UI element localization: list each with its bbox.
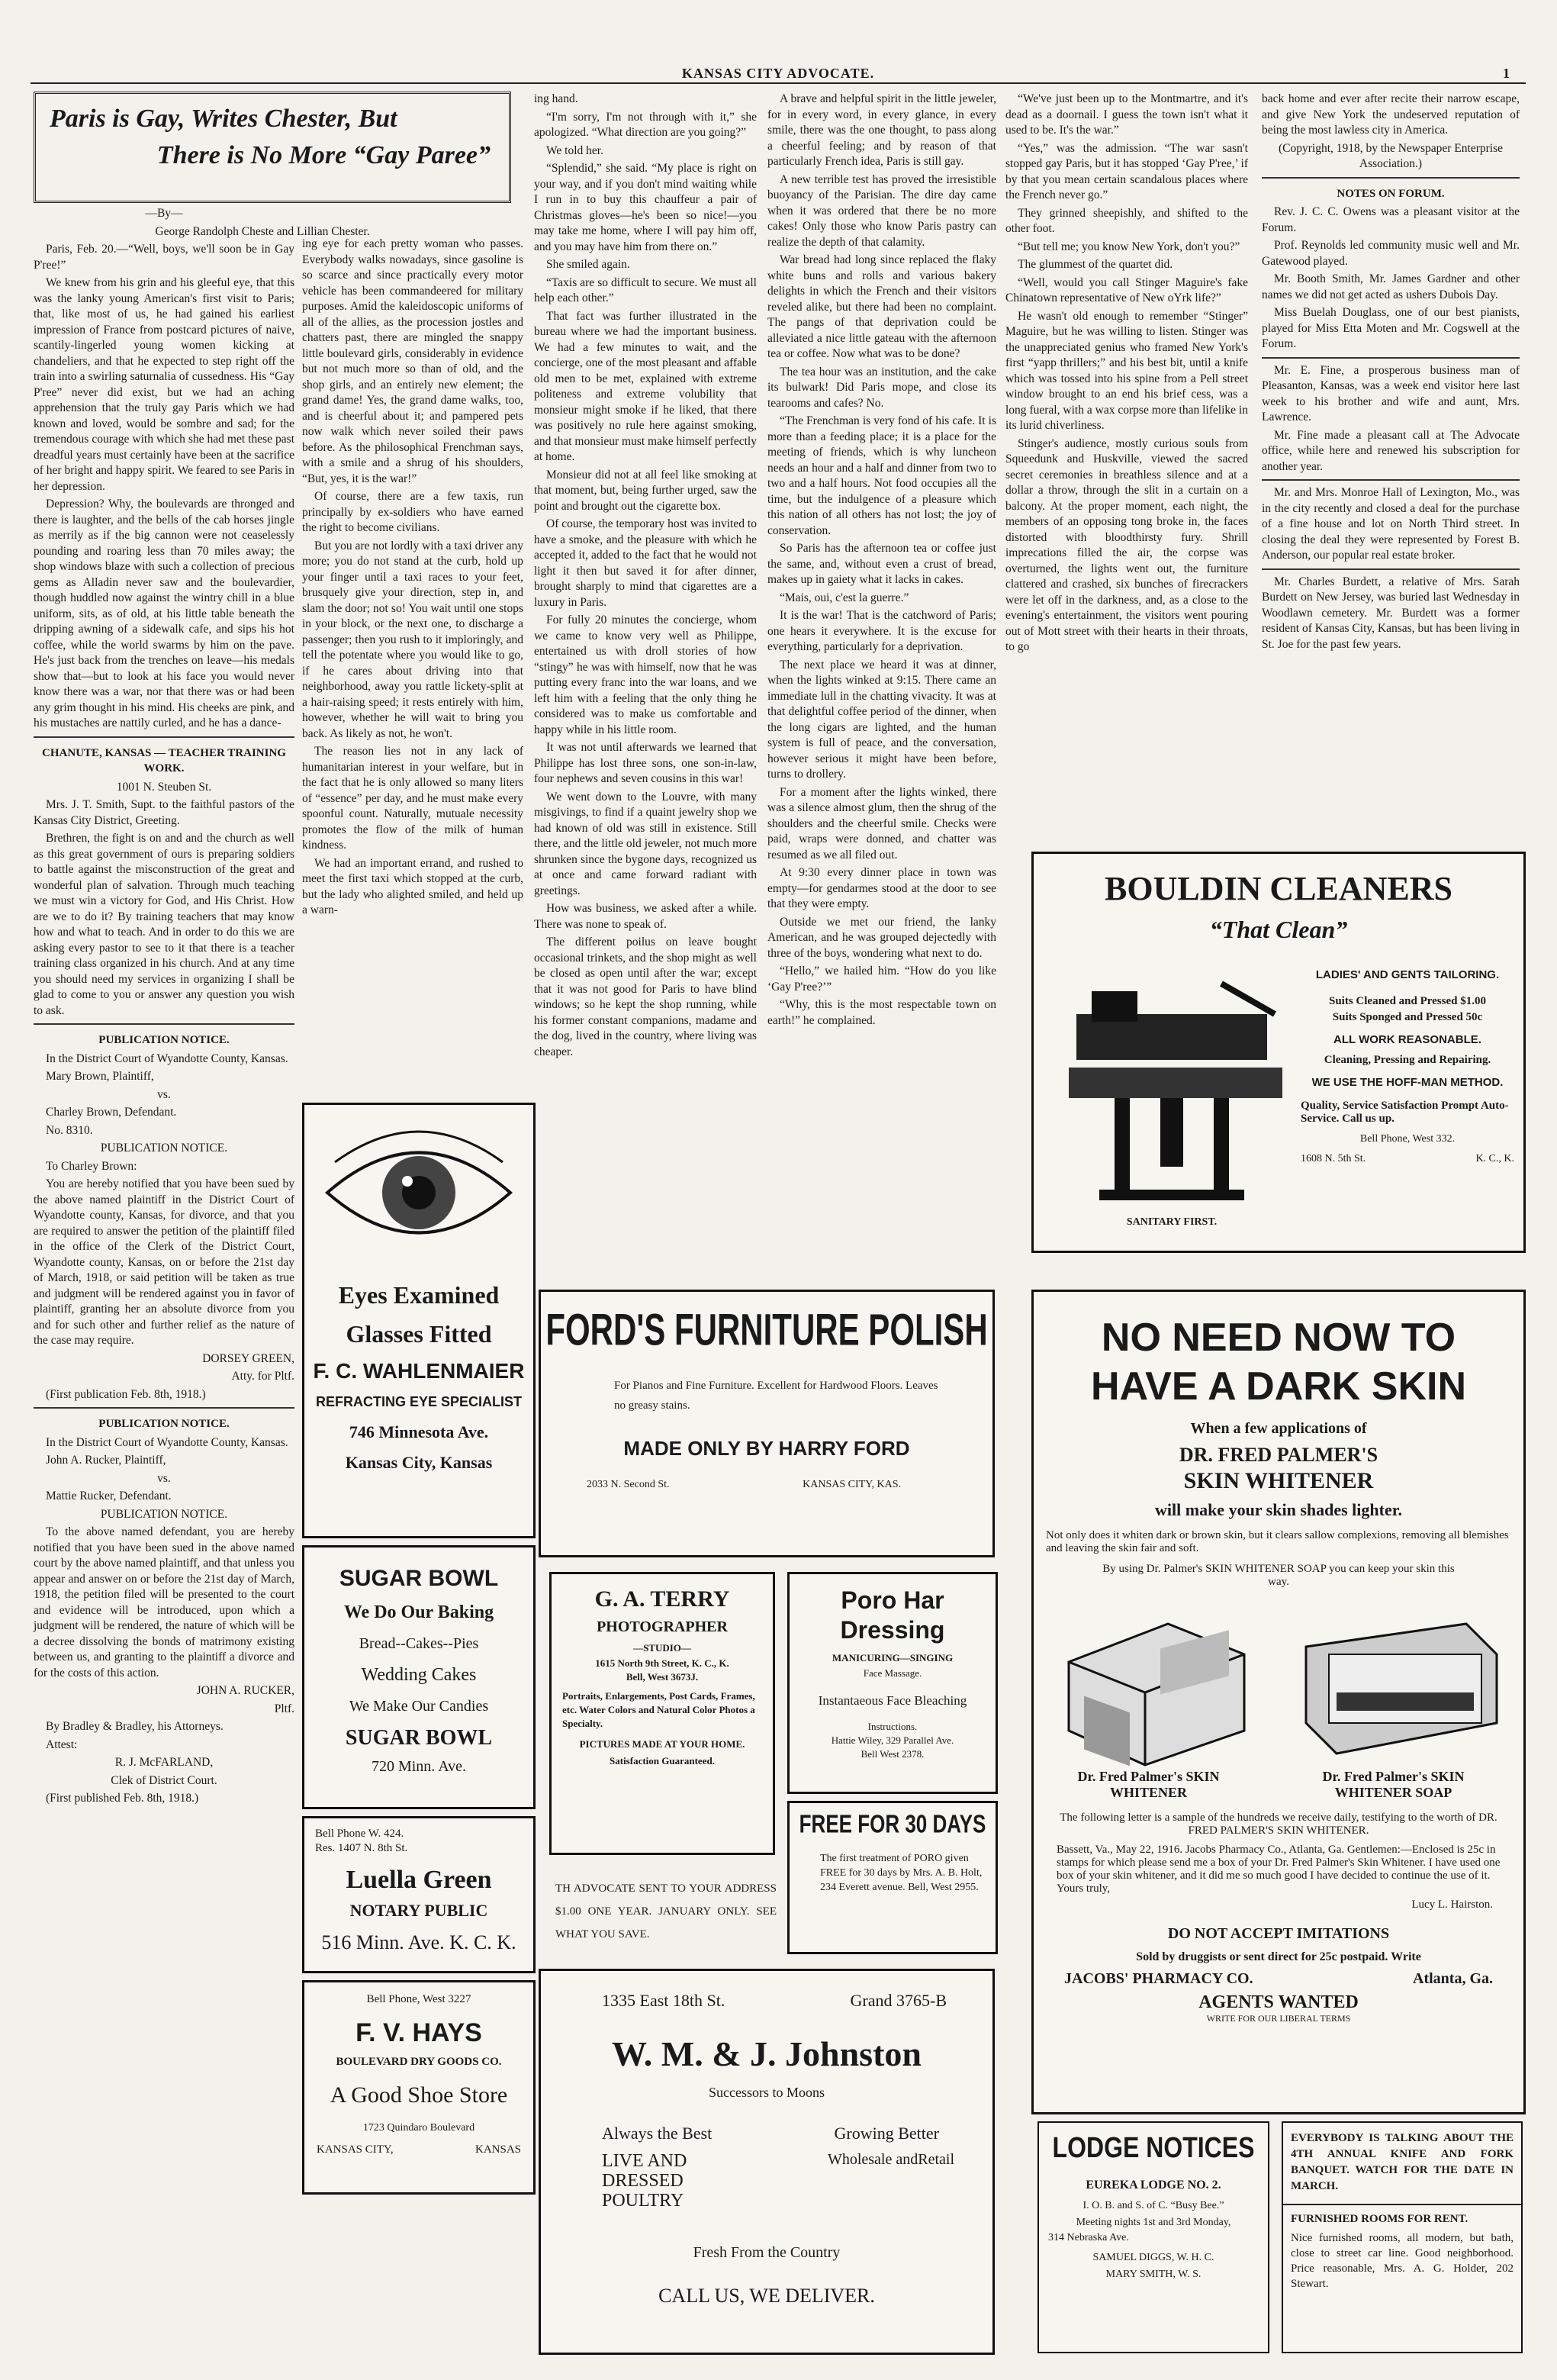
- ad-line: Dressing: [840, 1616, 945, 1644]
- column-4: [767, 92, 996, 1248]
- ad-line: SKIN WHITENER: [1183, 1468, 1374, 1493]
- notice-line: By Bradley & Bradley, his Attorneys.: [46, 1720, 224, 1733]
- article-paragraph: “Hello,” we hailed him. “How do you like ‘Gay P'ree?’”: [767, 965, 996, 994]
- article-paragraph: Mrs. J. T. Smith, Supt. to the faithful pastors of the Kansas City District, Greeting.: [34, 798, 294, 827]
- article-paragraph: We had an important errand, and rushed to meet the first taxi which stopped at the curb, but the lady who alighted smiled, and held up a warn-: [302, 856, 523, 916]
- notice-line: To Charley Brown:: [46, 1159, 137, 1173]
- article-paragraph: Mr. Booth Smith, Mr. James Gardner and other names we did not get acted as ushers Dubois Day.: [1262, 272, 1520, 301]
- divider: [1262, 568, 1520, 570]
- ad-line: Always the Best: [602, 2124, 713, 2143]
- article-paragraph: He wasn't old enough to remember “Stinger” Maguire, but he was willing to listen. Stinger was the unappreciated genius who framed New York's first “yapp thrillers;” and his best bit, until a knife which was tossed into his spine from a Pell street window brought to an end his brief cess, was a long fueral, with a wax corpse more than lifelike in its lurid chiverliness.: [1005, 309, 1248, 432]
- ad-line: MANICURING—SINGING: [832, 1652, 954, 1663]
- article-paragraph: War bread had long since replaced the flaky white buns and rolls and various bakery delights in which the French and their visitors reveled alike, but there had been no complaint. The pangs of that deprivation could be alleviated a nice little gateau with the afternoon tea or coffee. Now what was to be done?: [767, 253, 996, 360]
- notice-line: Attest:: [46, 1737, 78, 1751]
- article-paragraph: For fully 20 minutes the concierge, whom we came to know very well as Philippe, entertained us with droll stories of how “stingy” he was with himself, now that he was putting every franc into the war loans, and we left him with a feeling that the only thing he considered was to make us comfortable and happy while in his little room.: [534, 614, 757, 736]
- ad-line: Growing Better: [834, 2124, 939, 2143]
- ad-address-row: [317, 2143, 521, 2156]
- article-paragraph: The next place we heard it was at dinner, when the lights winked at 9:15. There came an immediate lull in the chatting vivacity. It was at that delightful coffee period of the dinner, when the long cigars are lighted, and the human system is full of peace, and the conversation, however serious it might have been before, turns to drollery.: [767, 658, 996, 781]
- ad-line: “That Clean”: [1209, 916, 1348, 943]
- ad-banquet-and-rooms: [1282, 2121, 1523, 2353]
- article-paragraph: “Well, would you call Stinger Maguire's fake Chinatown representative of New oYrk life?”: [1005, 275, 1248, 304]
- ad-line: REFRACTING EYE SPECIALIST: [315, 1394, 523, 1409]
- ad-line: We Make Our Candies: [349, 1698, 489, 1715]
- article-paragraph: “Yes,” was the admission. “The war sasn't stopped gay Paris, but it has stopped ‘Gay P'ree,’ if by that you mean certain scandalous places where the French never go.”: [1005, 141, 1248, 201]
- ad-line: W. M. & J. Johnston: [612, 2034, 922, 2073]
- notice-line: (First publication Feb. 8th, 1918.): [46, 1387, 206, 1401]
- article-paragraph: “Splendid,” she said. “My place is right on your way, and if you don't mind waiting while I run in to buy this chauffeur a pair of Christmas gloves—he's been so nice!—you may take me home, where I will pay him off, and you may have him from there on.”: [534, 162, 757, 253]
- article-paragraph: back home and ever after recite their narrow escape, and give New York the undeserved reputation of being the most lawless city in America.: [1262, 92, 1520, 137]
- article-paragraph: The glummest of the quartet did.: [1018, 258, 1173, 271]
- notice-line: No. 8310.: [46, 1123, 93, 1137]
- ad-line: 2033 N. Second St.: [587, 1479, 670, 1490]
- ad-line: NOTARY PUBLIC: [349, 1901, 488, 1920]
- ad-johnston: [539, 1969, 995, 2355]
- ad-line: ALL WORK REASONABLE.: [1333, 1033, 1481, 1046]
- section-heading: PUBLICATION NOTICE.: [98, 1034, 230, 1046]
- ad-line: WRITE FOR OUR LIBERAL TERMS: [1206, 2013, 1351, 2024]
- ad-line: KANSAS CITY, KAS.: [803, 1479, 901, 1490]
- article-paragraph: Mr. Charles Burdett, a relative of Mrs. Sarah Burdett on New Jersey, was buried last Wednesday in Woodlawn cemetery. Mr. Burdett was a former resident of Kansas City, Kansas, but has been living in St. Joe for the past few years.: [1262, 575, 1520, 651]
- ad-luella-green: [302, 1816, 536, 1973]
- notice-paragraph: You are hereby notified that you have been sued by the above named plaintiff in the District Court of Wyandotte county, Kansas, for divorce, and that you are required to answer the petition of the plaintiff filed in the office of the Clerk of the District Court, Wyandotte county, Kansas, on or before the 21st day of March, 1918, or said petition will be taken as true and judgment will be rendered against you in favor of plaintiff, granting her an absolute divorce from you and for such other and further relief as the nature of the case may require.: [34, 1177, 294, 1347]
- article-paragraph: Brethren, the fight is on and and the church as well as this great government of ours is preparing soldiers to battle against the misconstruction of the great and wonderful plan of salvation. Through much teaching we must win a victory for God, and His Christ. How are we to do it? By training teachers that may know how and what to teach. And in order to do this we are asking every pastor to see to it that there is a teacher training class organized in his church. And at any time you should need my services in organizing I shall be glad to come to you or answer any question you wish to ask.: [34, 832, 294, 1017]
- ad-line: F. V. HAYS: [355, 2018, 482, 2047]
- divider: [34, 1023, 294, 1025]
- ad-free-30-days: [787, 1801, 998, 1954]
- ad-line: Meeting nights 1st and 3rd Monday,: [1076, 2217, 1231, 2228]
- ad-line: SANITARY FIRST.: [1126, 1216, 1218, 1228]
- copyright: (Copyright, 1918, by the Newspaper Enterprise Association.): [1278, 141, 1503, 170]
- ad-line: CALL US, WE DELIVER.: [658, 2285, 875, 2307]
- ad-bouldin-cleaners: [1031, 852, 1526, 1253]
- ad-line: A Good Shoe Store: [330, 2082, 508, 2108]
- ad-address-row: [1301, 1153, 1514, 1165]
- ad-line: Dr. Fred Palmer's SKIN WHITENER: [1077, 1769, 1220, 1800]
- ad-line: LODGE NOTICES: [1052, 2130, 1255, 2164]
- article-paragraph: Mr. E. Fine, a prosperous business man of Pleasanton, Kansas, was a week end visitor here last week to his brother and wife and aunt, Mrs. Lawrence.: [1262, 363, 1520, 424]
- ad-row: [602, 2151, 954, 2211]
- ad-sugar-bowl: [302, 1545, 536, 1809]
- article-paragraph: It was not until afterwards we learned that Philippe has lost three sons, one son-in-law, four nephews and seven cousins in this war!: [534, 741, 757, 785]
- ad-line: Bell Phone, West 3227: [366, 1993, 471, 2005]
- ad-line: JACOBS' PHARMACY CO.: [1064, 1970, 1253, 1987]
- notice-line: Mattie Rucker, Defendant.: [46, 1490, 172, 1502]
- ad-line: Successors to Moons: [709, 2085, 825, 2100]
- ad-line: Res. 1407 N. 8th St.: [315, 1842, 408, 1854]
- ad-palmers-skin-whitener: [1031, 1290, 1526, 2114]
- ad-line: G. A. TERRY: [594, 1586, 730, 1612]
- divider: [1262, 357, 1520, 359]
- ad-line: For Pianos and Fine Furniture. Excellent for Hardwood Floors. Leaves no greasy stains.: [614, 1380, 938, 1412]
- article-paragraph: ing eye for each pretty woman who passes. Everybody walks nowadays, since gasoline is so scarce and since practically every motor vehicle has been commandeered for military purposes. Amid the kaleidoscopic uniforms of all of the allies, as the procession jostles and chatters past, there are mingled the snappy little boulevard girls, considerably in evidence but not much more so than of old, and the shop girls, and an entirely new element; the grand dame! Yes, the grand dame walks, too, and is cheerful about it; and pampered pets now walk which never soiled their paws before. As the philosophical Frenchman says, with a smile and a shrug of his shoulders, “But, yes, it is the war!”: [302, 237, 523, 485]
- ad-line: 516 Minn. Ave. K. C. K.: [321, 1931, 516, 1953]
- ad-fv-hays: [302, 1980, 536, 2195]
- masthead-title: KANSAS CITY ADVOCATE.: [681, 66, 875, 81]
- notice-line: In the District Court of Wyandotte County, Kansas.: [46, 1052, 288, 1065]
- notice-line: (First published Feb. 8th, 1918.): [46, 1792, 199, 1805]
- notice-line: R. J. McFARLAND,: [114, 1756, 214, 1769]
- notice-line: vs.: [157, 1087, 171, 1101]
- article-paragraph: Depression? Why, the boulevards are thronged and there is laughter, and the bells of the cab horses jingle as merrily as if the big cannon were not ceaselessly pounding and roaring less than 70 miles away; the shop windows blaze with such a collection of precious gems as Alladin never saw and the boulevardier, though huddled now against the wintry chill in a blue uniform, sits, as of old, at his little table beneath the dripping awning of a sidewalk cafe, and sips his hot coffee, while the world swarms by him on the pave. He's just back from the trenches on leave—his medals show that—but to look at his face you would never know there was a war, nor that there was or had been any grim thought in his mind. His cheeks are pink, and his mustaches are nattily curled, and he has a dance-: [34, 498, 294, 729]
- masthead: [31, 66, 1526, 84]
- ad-line: Satisfaction Guaranteed.: [610, 1755, 715, 1766]
- ad-line: NO NEED NOW TO: [1101, 1316, 1456, 1360]
- notice-line: In the District Court of Wyandotte County, Kansas.: [46, 1435, 288, 1449]
- notice-line: Charley Brown, Defendant.: [46, 1106, 177, 1119]
- article-paragraph: Prof. Reynolds led community music well and Mr. Gatewood played.: [1262, 239, 1520, 268]
- notice-line: JOHN A. RUCKER,: [196, 1684, 294, 1697]
- ad-line: Bread--Cakes--Pies: [359, 1635, 479, 1652]
- article-paragraph: So Paris has the afternoon tea or coffee just the same, and, without even a crust of bread, makes up in gaiety what it lacks in cakes.: [767, 542, 996, 586]
- article-paragraph: The tea hour was an institution, and the cake its bulwark! Did Paris mope, and close its tearooms and cafes? No.: [767, 365, 996, 410]
- article-paragraph: She smiled again.: [546, 258, 630, 271]
- ad-line: AGENTS WANTED: [1198, 1992, 1359, 2012]
- article-paragraph: Mr. Fine made a pleasant call at The Advocate office, while here and renewed his subscription for another year.: [1262, 428, 1520, 473]
- article-paragraph: Outside we met our friend, the lanky American, and he was grouped dejectedly with three of the boys, wondering what next to do.: [767, 915, 996, 960]
- ad-line: Wedding Cakes: [361, 1665, 477, 1685]
- ad-line: Suits Cleaned and Pressed $1.00: [1328, 995, 1486, 1007]
- ad-line: Sold by druggists or sent direct for 25c postpaid. Write: [1136, 1950, 1421, 1963]
- ad-address-row: [602, 1991, 947, 2011]
- notice-line: Mary Brown, Plaintiff,: [46, 1070, 154, 1083]
- ad-line: 1335 East 18th St.: [602, 1991, 725, 2010]
- column-5: [1005, 92, 1248, 855]
- ad-line: Grand 3765-B: [850, 1991, 947, 2010]
- ad-line: 746 Minnesota Ave.: [349, 1422, 489, 1441]
- article-paragraph: The different poilus on leave bought occasional trinkets, and the shop might as well be closed as open until after the war; except that it was not good for Paris to have blind windows; so he kept the shop running, while his former constant companions, madame and the dog, lived in the country, where living was cheaper.: [534, 936, 757, 1058]
- ad-line: I. O. B. and S. of C. “Busy Bee.”: [1083, 2200, 1224, 2211]
- column-6: [1262, 92, 1520, 839]
- divider: [1283, 2204, 1521, 2205]
- ad-line: Bell Phone W. 424.: [315, 1828, 404, 1840]
- divider: [1262, 479, 1520, 481]
- notice-line: PUBLICATION NOTICE.: [100, 1142, 228, 1155]
- article-paragraph: Mr. and Mrs. Monroe Hall of Lexington, Mo., was in the city recently and closed a deal for the purchase of a fine house and lot on North Third street. In closing the deal they were represented by Forest B. Anderson, our popular real estate broker.: [1262, 486, 1520, 562]
- ad-line: SUGAR BOWL: [339, 1566, 499, 1591]
- ad-line: Lucy L. Hairston.: [1411, 1899, 1493, 1911]
- ad-line: When a few applications of: [1190, 1420, 1367, 1437]
- ad-line: Fresh From the Country: [693, 2244, 841, 2261]
- ad-line: Bell Phone, West 332.: [1359, 1133, 1456, 1145]
- ad-line: Cleaning, Pressing and Repairing.: [1324, 1054, 1491, 1066]
- article-paragraph: “But tell me; you know New York, don't you?”: [1018, 240, 1240, 253]
- article-paragraph: Rev. J. C. C. Owens was a pleasant visitor at the Forum.: [1262, 205, 1520, 234]
- section-heading: CHANUTE, KANSAS — TEACHER TRAINING WORK.: [42, 746, 286, 775]
- ad-line: EUREKA LODGE NO. 2.: [1086, 2179, 1221, 2192]
- ad-line: DR. FRED PALMER'S: [1179, 1444, 1378, 1466]
- ad-line: MARY SMITH, W. S.: [1105, 2269, 1202, 2280]
- ad-line: Atlanta, Ga.: [1413, 1970, 1493, 1987]
- subscription-text: TH ADVOCATE SENT TO YOUR ADDRESS $1.00 ONE YEAR. JANUARY ONLY. SEE WHAT YOU SAVE.: [555, 1882, 777, 1940]
- ad-line: Not only does it whiten dark or brown skin, but it clears sallow complexions, removing all blemishes and leaving the skin fair and soft.: [1046, 1529, 1509, 1554]
- eye-icon: [320, 1120, 518, 1265]
- ad-line: LIVE AND DRESSED POULTRY: [602, 2151, 687, 2211]
- notice-line: DORSEY GREEN,: [202, 1351, 294, 1365]
- ad-line: will make your skin shades lighter.: [1155, 1500, 1402, 1519]
- ad-line: BOULDIN CLEANERS: [1105, 870, 1452, 907]
- ad-line: Bell West 2378.: [861, 1748, 925, 1760]
- ad-line: 1723 Quindaro Boulevard: [362, 2122, 475, 2134]
- ad-line: —STUDIO—: [633, 1642, 691, 1654]
- notice-line: Pltf.: [274, 1702, 294, 1715]
- ad-line: MADE ONLY BY HARRY FORD: [623, 1437, 910, 1460]
- ad-poro-hair: [787, 1572, 998, 1794]
- ad-line: WE USE THE HOFF-MAN METHOD.: [1311, 1076, 1504, 1089]
- article-paragraph: A new terrible test has proved the irresistible buoyancy of the Parisian. The dire day came when it was ordered that there be no more cakes! Only those who know Paris pastry can realize the depth of that calamity.: [767, 172, 996, 249]
- divider: [34, 1407, 294, 1409]
- ad-line: FREE FOR 30 DAYS: [799, 1808, 986, 1839]
- ad-line: F. C. WAHLENMAIER: [313, 1359, 525, 1383]
- ad-line: Instructions.: [867, 1721, 918, 1732]
- article-paragraph: Stinger's audience, mostly curious souls from Squeedunk and Huskville, viewed the sacred secret ceremonies in breathless silence and at a dollar a throw, through the slit in a curtain on a balcony. At the proper moment, each night, the members of an opposing tong broke in, the faces distorted with bloodthirsty fury. Shrill imprecations filled the air, the corpse was overturned, the lights went out, the furniture clattered and crashed, six bunches of firecrackers were let off in the darkness, and, as a close to the evening's entertainment, the visitors went pouring out of Mott street with their hearts in their throats, to go: [1005, 436, 1248, 653]
- ad-address-row: [587, 1479, 901, 1491]
- ad-line: FURNISHED ROOMS FOR RENT.: [1291, 2213, 1469, 2225]
- ad-line: KANSAS CITY,: [317, 2143, 394, 2156]
- ad-line: Bassett, Va., May 22, 1916. Jacobs Pharmacy Co., Atlanta, Ga. Gentlemen:—Enclosed is 25c in stamps for which please send me a box of your Dr. Fred Palmer's Skin Whitener. I have used one box of your skin whitener, and it did me so much good I have decided to continue the use of it. Yours truly,: [1057, 1844, 1501, 1895]
- ad-line: Portraits, Enlargements, Post Cards, Frames, etc. Water Colors and Natural Color Photos a Specialty.: [562, 1690, 755, 1729]
- ad-line: Suits Sponged and Pressed 50c: [1332, 1011, 1483, 1023]
- notice-line: PUBLICATION NOTICE.: [100, 1507, 228, 1521]
- skin-whitener-soap-icon: [1298, 1601, 1504, 1769]
- ad-line: FORD'S FURNITURE POLISH: [545, 1304, 988, 1355]
- ad-row: [1064, 1970, 1493, 1988]
- article-paragraph: The reason lies not in any lack of humanitarian interest in your welfare, but in the fact that he is only allowed so many liters of “essence” per day, and he must make every spoonful count. Naturally, mutuale necessity promotes the flow of the milk of human kindness.: [302, 745, 523, 852]
- article-paragraph: It is the war! That is the catchword of Paris; one hears it everywhere. It is the excuse for everything, particularly for a deprivation.: [767, 609, 996, 653]
- pressing-machine-image: [1046, 968, 1298, 1228]
- ad-line: DO NOT ACCEPT IMITATIONS: [1167, 1925, 1390, 1942]
- article-paragraph: ing hand.: [534, 92, 578, 105]
- ad-eyes-examined: [302, 1103, 536, 1538]
- ad-line: Instantaeous Face Bleaching: [818, 1693, 967, 1708]
- ad-line: LADIES' AND GENTS TAILORING.: [1315, 968, 1500, 981]
- article-paragraph: Miss Buelah Douglass, one of our best pianists, played for Miss Etta Moten and Mr. Cogswell at the Forum.: [1262, 306, 1520, 350]
- divider: [1262, 177, 1520, 179]
- ad-line: Glasses Fitted: [346, 1320, 492, 1348]
- ad-line: By using Dr. Palmer's SKIN WHITENER SOAP you can keep your skin this way.: [1102, 1563, 1455, 1588]
- article-paragraph: Monsieur did not at all feel like smoking at that moment, but, being further urged, saw the point and brought out the cigarette box.: [534, 468, 757, 513]
- byline: —By—: [145, 207, 183, 220]
- article-paragraph: “We've just been up to the Montmartre, and it's dead as a doornail. I guess the town isn't what it used to be. It's the war.”: [1005, 92, 1248, 137]
- page-number: 1: [1503, 66, 1510, 81]
- ad-lodge-notices: [1037, 2121, 1269, 2353]
- ad-line: PICTURES MADE AT YOUR HOME.: [579, 1738, 745, 1750]
- ad-line: 1615 North 9th Street, K. C., K.: [595, 1657, 729, 1669]
- article-paragraph: At 9:30 every dinner place in town was empty—for gendarmes stood at the door to see that they were empty.: [767, 866, 996, 910]
- column-3: [534, 92, 757, 1248]
- article-paragraph: We told her.: [546, 143, 603, 157]
- ad-line: Kansas City, Kansas: [345, 1453, 493, 1472]
- ad-line: Nice furnished rooms, all modern, but bath, close to street car line. Good neighborhood. Price reasonable, Mrs. A. G. Holder, 202 Stewart.: [1291, 2232, 1514, 2290]
- ad-line: Dr. Fred Palmer's SKIN WHITENER SOAP: [1322, 1769, 1465, 1800]
- ad-row: [602, 2124, 939, 2143]
- headline-box: [34, 92, 511, 203]
- article-paragraph: That fact was further illustrated in the bureau where we had the important business. We had a few minutes to wait, and the concierge, one of the most pleasant and affable old men to be met, explained with extreme politeness and extreme volubility that monsieur might smoke if he liked, that there was positively no rule here against smoking, and that monsieur must make himself perfectly at home.: [534, 309, 757, 463]
- article-paragraph: “Mais, oui, c'est la guerre.”: [780, 591, 909, 604]
- ad-line: Quality, Service Satisfaction Prompt Auto-Service. Call us up.: [1301, 1100, 1509, 1125]
- ad-line: 720 Minn. Ave.: [371, 1758, 467, 1775]
- article-paragraph: “The Frenchman is very fond of his cafe. It is more than a feeding place; it is a place for the meeting of friends, which is why luncheon needs an hour and a half and dinner from two to two and a half hours. Not food occupies all the time, but the indulgence of a pleasure which this nation of all others has not lost; the joy of conservation.: [767, 414, 996, 537]
- article-paragraph: But you are not lordly with a taxi driver any more; you do not stand at the curb, hold up your finger until a taxi races to your feet, brusquely give your direction, step in, and slam the door; not so! You wait until one stops in your block, or the next one, to discharge a passenger; then you rush to it imploringly, and tell the potentate where you would like to go, if he cares about driving into that neighborhood, away you rattle lickety-split at a hair-raising speed; it rests entirely with him, however, whether he will wait to bring you back. As likely as not, he won't.: [302, 539, 523, 740]
- ad-text-block: [1301, 968, 1514, 1165]
- ad-line: PHOTOGRAPHER: [597, 1618, 728, 1635]
- ad-line: SUGAR BOWL: [345, 1726, 493, 1750]
- ad-line: 314 Nebraska Ave.: [1048, 2232, 1129, 2243]
- notice-paragraph: To the above named defendant, you are hereby notified that you have been sued in the above named court by the above named plaintiff, and that unless you appear and answer on or before the 21st day of March, 1918, the petition filed will be presented to the court and evidence will be introduced, upon which a judgment will be rendered, the nature of which will be a decree dissolving the bonds of matrimony existing between us, and granting to the plaintiff a divorce and for the costs of this action.: [34, 1525, 294, 1680]
- ad-line: K. C., K.: [1475, 1153, 1514, 1164]
- ad-row: [1034, 1950, 1523, 1964]
- article-paragraph: They grinned sheepishly, and shifted to the other foot.: [1005, 206, 1248, 235]
- article-paragraph: How was business, we asked after a while. There was none to speak of.: [534, 902, 757, 931]
- ad-line: Hattie Wiley, 329 Parallel Ave.: [831, 1734, 954, 1746]
- section-heading: PUBLICATION NOTICE.: [98, 1418, 230, 1430]
- article-paragraph: We went down to the Louvre, with many misgivings, to find if a quaint jewelry shop we had known of old was still in existence. Still there, and the little old jeweler, not much more shrunken since the bygone days, recognized us at once and came forward radiant with greetings.: [534, 790, 757, 897]
- ad-line: We Do Our Baking: [343, 1602, 494, 1622]
- ad-line: Bell, West 3673J.: [626, 1671, 699, 1683]
- column-2: [302, 237, 523, 1095]
- headline-line-1: Paris is Gay, Writes Chester, But: [50, 105, 397, 133]
- product-images: [1034, 1601, 1523, 1769]
- article-paragraph: A brave and helpful spirit in the little jeweler, for in every word, in every glance, in every smile, there was the one thought, to pass along a cheerful feeling; and by reason of that particularly French idea, Paris is still gay.: [767, 92, 996, 168]
- notice-line: vs.: [157, 1471, 171, 1485]
- product-captions: [1034, 1769, 1523, 1801]
- ad-line: 1608 N. 5th St.: [1301, 1153, 1366, 1164]
- authors: George Randolph Cheste and Lillian Chester.: [155, 224, 370, 238]
- ad-line: Face Massage.: [863, 1667, 922, 1679]
- headline-line-2: There is No More “Gay Paree”: [156, 141, 491, 169]
- pressing-machine-icon: [1046, 968, 1298, 1213]
- ad-line: Poro Har: [841, 1586, 944, 1614]
- ad-line: Eyes Examined: [338, 1281, 500, 1309]
- ad-line: SAMUEL DIGGS, W. H. C.: [1092, 2252, 1214, 2263]
- ad-line: EVERYBODY IS TALKING ABOUT THE 4TH ANNUAL KNIFE AND FORK BANQUET. WATCH FOR THE DATE IN MARCH.: [1291, 2132, 1514, 2192]
- ad-line: Luella Green: [346, 1866, 492, 1894]
- ad-line: KANSAS: [474, 2143, 521, 2156]
- article-paragraph: We knew from his grin and his gleeful eye, that this was the lanky young American's first visit to Paris; that, like most of us, he had gained his earliest impression of France from postcard pictures of naive, scantily-lingerled young women kicking at chandeliers, and that he expected to step right off the train into a swirling saturnalia of cussedness. His “Gay P'ree” never did exist, but we had an aching apprehension that the truly gay Paris which we had known and loved, would be sombre and sad; for the tremendous courage with which she had met these past dreadful years must certainly have been at the sacrifice of her bright and happy spirit. We feared to see Paris in her depression.: [34, 276, 294, 493]
- article-paragraph: Paris, Feb. 20.—“Well, boys, we'll soon be in Gay P'ree!”: [34, 243, 294, 272]
- ad-line: BOULEVARD DRY GOODS CO.: [336, 2056, 502, 2068]
- subscription-notice: [555, 1877, 777, 1953]
- ad-line: The following letter is a sample of the hundreds we receive daily, testifying to the worth of DR. FRED PALMER'S SKIN WHITENER.: [1060, 1812, 1497, 1837]
- ad-line: The first treatment of PORO given FREE for 30 days by Mrs. A. B. Holt, 234 Everett avenue. Bell, West 2955.: [820, 1853, 983, 1893]
- ad-line: HAVE A DARK SKIN: [1090, 1364, 1467, 1409]
- ad-line: Wholesale andRetail: [827, 2151, 954, 2168]
- notice-line: John A. Rucker, Plaintiff,: [46, 1454, 166, 1467]
- ad-fords-polish: [539, 1290, 995, 1557]
- notice-line: Clek of District Court.: [111, 1773, 217, 1787]
- article-paragraph: “Taxis are so difficult to secure. We must all help each other.”: [534, 275, 757, 304]
- address: 1001 N. Steuben St.: [116, 780, 212, 794]
- section-heading: NOTES ON FORUM.: [1337, 187, 1445, 200]
- article-paragraph: Of course, there are a few taxis, run principally by ex-soldiers who have earned the right to become civilians.: [302, 490, 523, 534]
- ad-ga-terry: [549, 1572, 775, 1855]
- divider: [34, 736, 294, 738]
- article-paragraph: “I'm sorry, I'm not through with it,” she apologized. “What direction are you going?”: [534, 110, 757, 139]
- article-paragraph: Of course, the temporary host was invited to have a smoke, and the pleasure with which he accepted it, added to the fact that he would not light it then but saved it for after dinner, brought sharply to mind that cigarettes are a luxury in Paris.: [534, 517, 757, 609]
- skin-whitener-box-icon: [1054, 1601, 1259, 1769]
- article-paragraph: For a moment after the lights winked, there was a silence almost glum, then the shrug of the shoulders and the cheerful smile. Checks were paid, wraps were donned, and chatter was resumed as we all filed out.: [767, 785, 996, 862]
- notice-line: Atty. for Pltf.: [231, 1370, 294, 1383]
- article-paragraph: “Why, this is the most respectable town on earth!” he complained.: [767, 998, 996, 1027]
